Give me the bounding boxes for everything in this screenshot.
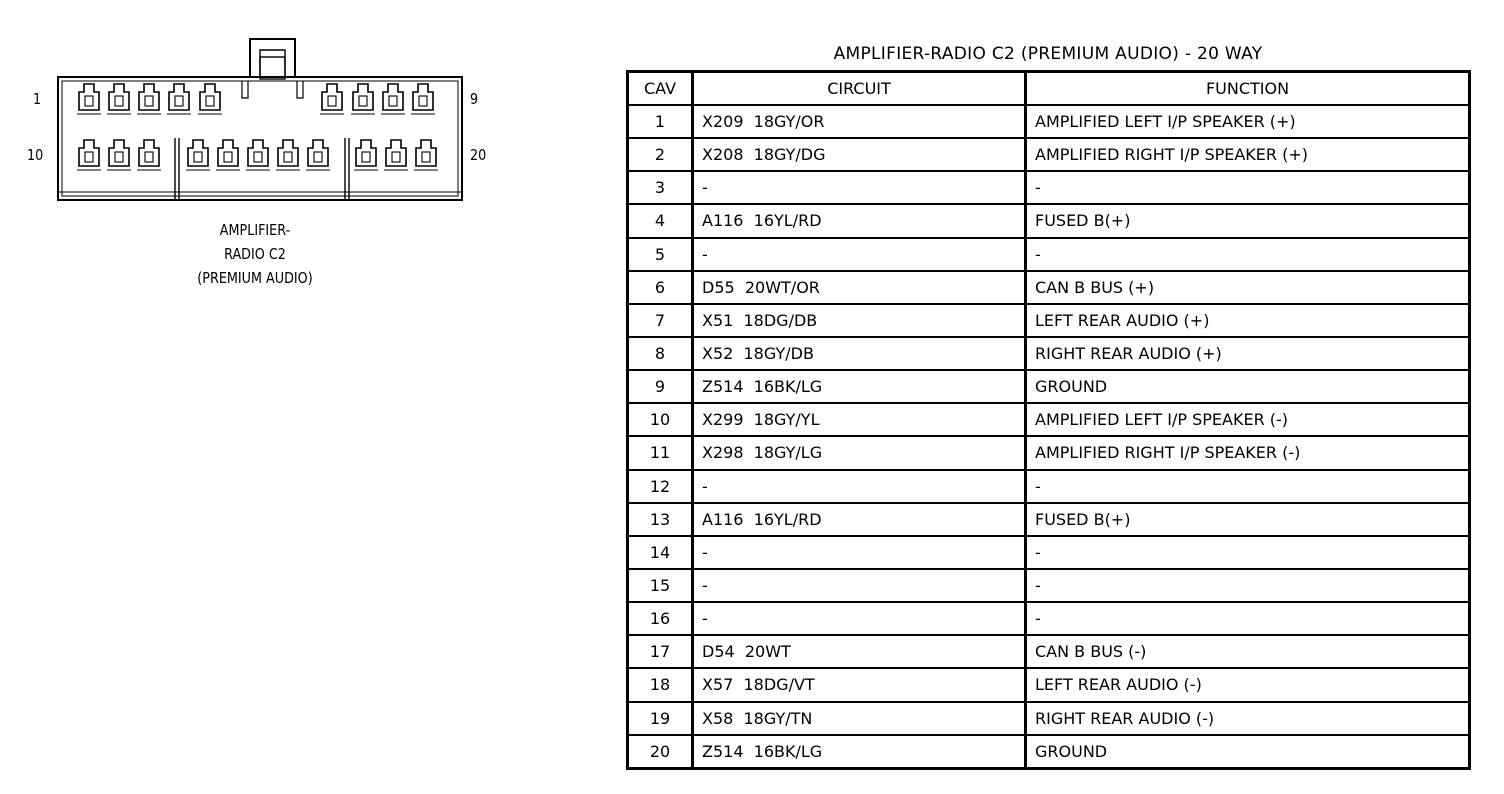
- circuit-cell: X57 18DG/VT: [693, 668, 1026, 701]
- table-row: [628, 569, 1470, 602]
- circuit-cell: X298 18GY/LG: [693, 436, 1026, 469]
- circuit-cell: -: [693, 470, 1026, 503]
- function-cell: RIGHT REAR AUDIO (-): [1026, 702, 1470, 735]
- header-circuit: CIRCUIT: [693, 72, 1026, 106]
- table-row: [628, 105, 1470, 138]
- cavity-terminal: [186, 140, 210, 170]
- cav-cell: 9: [628, 370, 693, 403]
- cavity-terminal: [354, 140, 378, 170]
- circuit-cell: A116 16YL/RD: [693, 503, 1026, 536]
- cav-cell: 18: [628, 668, 693, 701]
- cav-cell: 3: [628, 171, 693, 204]
- circuit-cell: X209 18GY/OR: [693, 105, 1026, 138]
- cav-cell: 17: [628, 635, 693, 668]
- cavity-row-bottom: [77, 140, 438, 170]
- connector-caption-line: (PREMIUM AUDIO): [197, 269, 313, 287]
- function-cell: LEFT REAR AUDIO (-): [1026, 668, 1470, 701]
- table-row: [628, 602, 1470, 635]
- function-cell: -: [1026, 238, 1470, 271]
- function-cell: -: [1026, 536, 1470, 569]
- circuit-cell: -: [693, 602, 1026, 635]
- cavity-terminal: [216, 140, 240, 170]
- table-row: [628, 370, 1470, 403]
- table-header-row: [628, 72, 1470, 106]
- cavity-terminal: [137, 140, 161, 170]
- cavity-terminal: [198, 84, 222, 114]
- connector-caption: [187, 218, 323, 290]
- pin-label-top-right: 9: [470, 90, 479, 108]
- circuit-cell: Z514 16BK/LG: [693, 735, 1026, 769]
- function-cell: GROUND: [1026, 370, 1470, 403]
- table-title: AMPLIFIER-RADIO C2 (PREMIUM AUDIO) - 20 WAY: [833, 44, 1263, 64]
- cav-cell: 4: [628, 204, 693, 237]
- table-row: [628, 138, 1470, 171]
- cavity-terminal: [107, 140, 131, 170]
- circuit-cell: D54 20WT: [693, 635, 1026, 668]
- circuit-cell: -: [693, 536, 1026, 569]
- table-row: [628, 337, 1470, 370]
- pin-label-bottom-left: 10: [27, 146, 44, 164]
- header-function: FUNCTION: [1026, 72, 1470, 106]
- table-row: [628, 304, 1470, 337]
- connector-latch: [250, 39, 295, 77]
- circuit-cell: -: [693, 171, 1026, 204]
- circuit-cell: X208 18GY/DG: [693, 138, 1026, 171]
- cavity-row-top: [77, 84, 435, 114]
- function-cell: AMPLIFIED RIGHT I/P SPEAKER (+): [1026, 138, 1470, 171]
- table-row: [628, 171, 1470, 204]
- cav-cell: 13: [628, 503, 693, 536]
- cavity-terminal: [306, 140, 330, 170]
- connector-caption-line: AMPLIFIER-: [219, 221, 291, 239]
- cavity-terminal: [320, 84, 344, 114]
- function-cell: AMPLIFIED LEFT I/P SPEAKER (-): [1026, 403, 1470, 436]
- cavity-terminal: [411, 84, 435, 114]
- cav-cell: 7: [628, 304, 693, 337]
- function-cell: FUSED B(+): [1026, 204, 1470, 237]
- cavity-table: [626, 70, 1471, 770]
- cav-cell: 11: [628, 436, 693, 469]
- connector-face-drawing: [20, 30, 500, 210]
- cav-cell: 6: [628, 271, 693, 304]
- pin-label-top-left: 1: [33, 90, 42, 108]
- circuit-cell: -: [693, 238, 1026, 271]
- function-cell: AMPLIFIED LEFT I/P SPEAKER (+): [1026, 105, 1470, 138]
- table-row: [628, 204, 1470, 237]
- cav-cell: 15: [628, 569, 693, 602]
- cavity-terminal: [351, 84, 375, 114]
- function-cell: GROUND: [1026, 735, 1470, 769]
- cavity-terminal: [381, 84, 405, 114]
- cav-cell: 12: [628, 470, 693, 503]
- circuit-cell: X299 18GY/YL: [693, 403, 1026, 436]
- table-row: [628, 536, 1470, 569]
- cav-cell: 10: [628, 403, 693, 436]
- function-cell: CAN B BUS (+): [1026, 271, 1470, 304]
- cavity-terminal: [276, 140, 300, 170]
- circuit-cell: X51 18DG/DB: [693, 304, 1026, 337]
- connector-caption-line: RADIO C2: [224, 245, 286, 263]
- table-row: [628, 238, 1470, 271]
- cavity-terminal: [167, 84, 191, 114]
- table-row: [628, 702, 1470, 735]
- function-cell: RIGHT REAR AUDIO (+): [1026, 337, 1470, 370]
- cav-cell: 8: [628, 337, 693, 370]
- function-cell: AMPLIFIED RIGHT I/P SPEAKER (-): [1026, 436, 1470, 469]
- table-row: [628, 403, 1470, 436]
- cav-cell: 2: [628, 138, 693, 171]
- cavity-terminal: [77, 140, 101, 170]
- circuit-cell: X58 18GY/TN: [693, 702, 1026, 735]
- table-row: [628, 735, 1470, 769]
- function-cell: CAN B BUS (-): [1026, 635, 1470, 668]
- connector-housing: [58, 77, 462, 200]
- table-row: [628, 668, 1470, 701]
- function-cell: -: [1026, 569, 1470, 602]
- table-row: [628, 635, 1470, 668]
- cavity-terminal: [384, 140, 408, 170]
- circuit-cell: A116 16YL/RD: [693, 204, 1026, 237]
- function-cell: LEFT REAR AUDIO (+): [1026, 304, 1470, 337]
- cav-cell: 16: [628, 602, 693, 635]
- table-row: [628, 470, 1470, 503]
- circuit-cell: X52 18GY/DB: [693, 337, 1026, 370]
- cav-cell: 14: [628, 536, 693, 569]
- cavity-terminal: [246, 140, 270, 170]
- table-row: [628, 436, 1470, 469]
- cavity-terminal: [107, 84, 131, 114]
- table-row: [628, 271, 1470, 304]
- cav-cell: 19: [628, 702, 693, 735]
- cav-cell: 5: [628, 238, 693, 271]
- cav-cell: 1: [628, 105, 693, 138]
- function-cell: FUSED B(+): [1026, 503, 1470, 536]
- function-cell: -: [1026, 171, 1470, 204]
- cavity-terminal: [137, 84, 161, 114]
- header-cav: CAV: [628, 72, 693, 106]
- function-cell: -: [1026, 602, 1470, 635]
- cav-cell: 20: [628, 735, 693, 769]
- connector-diagram: [20, 30, 500, 210]
- cavity-terminal: [77, 84, 101, 114]
- connector-housing-inner: [62, 81, 458, 196]
- function-cell: -: [1026, 470, 1470, 503]
- cavity-terminal: [414, 140, 438, 170]
- circuit-cell: D55 20WT/OR: [693, 271, 1026, 304]
- circuit-cell: -: [693, 569, 1026, 602]
- pin-label-bottom-right: 20: [470, 146, 487, 164]
- circuit-cell: Z514 16BK/LG: [693, 370, 1026, 403]
- table-row: [628, 503, 1470, 536]
